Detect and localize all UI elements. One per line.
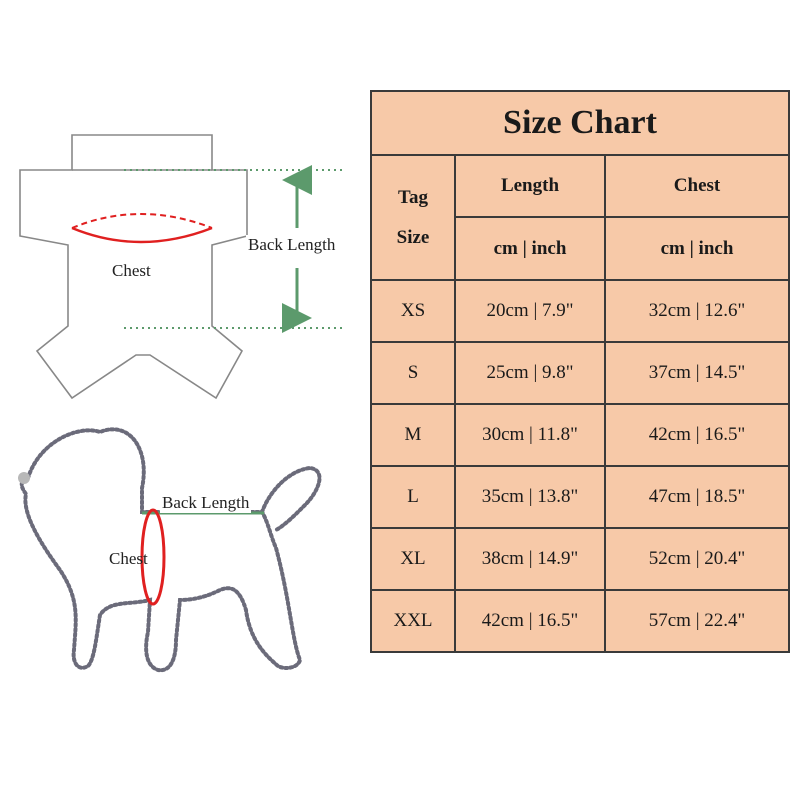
chest-cell: 52cm | 20.4" [605, 528, 789, 590]
chest-cell: 32cm | 12.6" [605, 280, 789, 342]
table-row [371, 590, 789, 652]
tag-header-line1: Tag [398, 186, 428, 208]
size-cell: S [371, 342, 455, 404]
table-row [371, 528, 789, 590]
dog-back-length-label: Back Length [162, 493, 250, 512]
chest-cell: 42cm | 16.5" [605, 404, 789, 466]
length-cell: 42cm | 16.5" [455, 590, 605, 652]
length-units-header: cm | inch [455, 217, 605, 280]
dog-nose-icon [18, 472, 30, 484]
chest-cell: 37cm | 14.5" [605, 342, 789, 404]
length-cell: 30cm | 11.8" [455, 404, 605, 466]
chest-units-header: cm | inch [605, 217, 789, 280]
header-row [371, 155, 789, 217]
table-row [371, 280, 789, 342]
chest-cell: 57cm | 22.4" [605, 590, 789, 652]
measurement-illustration [0, 0, 370, 800]
dog-outline [22, 429, 320, 670]
measurement-diagrams [0, 0, 370, 800]
length-header: Length [455, 155, 605, 217]
size-chart-table [370, 90, 790, 653]
size-cell: L [371, 466, 455, 528]
chest-header: Chest [605, 155, 789, 217]
size-chart-title: Size Chart [371, 91, 789, 155]
tag-size-header [371, 155, 455, 280]
title-row [371, 91, 789, 155]
table-row [371, 342, 789, 404]
dog-chest-label: Chest [109, 549, 148, 568]
tag-header-line2: Size [396, 226, 430, 248]
length-cell: 20cm | 7.9" [455, 280, 605, 342]
shirt-back-length-label: Back Length [248, 235, 336, 254]
length-cell: 25cm | 9.8" [455, 342, 605, 404]
table-row [371, 404, 789, 466]
length-cell: 38cm | 14.9" [455, 528, 605, 590]
size-cell: M [371, 404, 455, 466]
table-row [371, 466, 789, 528]
size-cell: XXL [371, 590, 455, 652]
size-cell: XS [371, 280, 455, 342]
chest-cell: 47cm | 18.5" [605, 466, 789, 528]
length-cell: 35cm | 13.8" [455, 466, 605, 528]
size-cell: XL [371, 528, 455, 590]
shirt-chest-label: Chest [112, 261, 151, 280]
